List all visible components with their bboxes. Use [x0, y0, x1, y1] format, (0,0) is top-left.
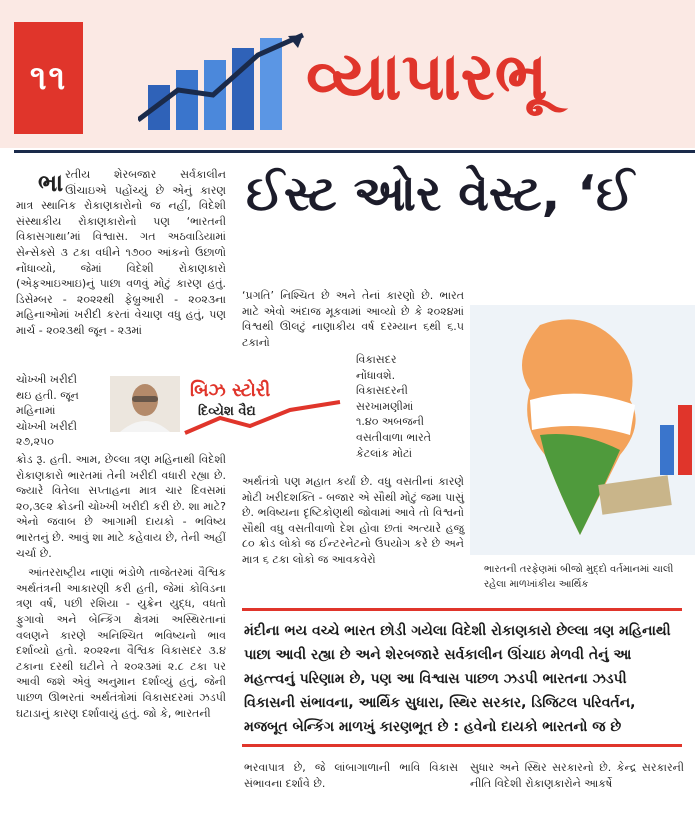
- col2-bottom: અર્થતંત્રો પણ મહાત કર્યાં છે. વધુ વસતીનાં કારણે મોટી ખરીદશક્તિ - બજાર એ સૌથી મોટું જમા પાસું છે. ભવિષ્યના દૃષ્ટિકોણથી જોવામાં આવે તો વિશ્વનો સૌથી વધુ વસતીવાળો દેશ હોવા છતાં અત્યારે હજુ ૮૦ ક્રોડ લોકો જ ઈન્ટરનેટનો ઉપયોગ કરે છે અને માત્ર ૬ ટકા લોકો જ આવકવેરો: [242, 475, 464, 566]
- author-photo: [110, 376, 180, 432]
- narrow-line: ૧.૪૦ અબજની: [356, 415, 425, 429]
- footer-strip: [0, 812, 695, 827]
- section-masthead: વ્યાપારભૂ: [306, 38, 548, 115]
- quote-rule-bottom: [242, 744, 682, 747]
- col3-end: સુધાર અને સ્થિર સરકારનો છે. કેન્દ્ર સરકારની નીતિ વિદેશી રોકાણકારોને આકર્ષે: [470, 761, 684, 790]
- india-map-graphic-icon: [470, 305, 695, 555]
- narrow-line: કેટલાંક મોટાં: [356, 446, 413, 460]
- headline: ઈસ્ટ ઓર વેસ્ટ, ‘ઈ: [246, 165, 634, 222]
- col1-body: [16, 452, 226, 721]
- narrow-line: ચોખ્ખી ખરીદી: [16, 419, 78, 433]
- header-rule: [14, 150, 695, 153]
- narrow-line: ૨૭,૨૫૦: [16, 435, 54, 449]
- paragraph: ક્રોડ રૂ. હતી. આમ, છેલ્લા ત્રણ મહિનાથી વિદેશી રોકાણકારો ભારતમાં તેની ખરીદી વધારી રહ્યા છે. જ્યારે વિતેલા સપ્તાહના માત્ર ચાર દિવસમાં ૨૦,૩૯૨ ક્રોડની ચોખ્ખી ખરીદી કરી છે. શા માટે? એનો જવાબ છે આગામી દાયકો - ભવિષ્ય ભારતનું છે. આવું શા માટે કહેવાય છે, તેની અહીં ચર્ચા છે.: [16, 453, 226, 560]
- col2-end: ભરવાપાત્ર છે, જે લાંબાગાળાની ભાવિ વિકાસ સંભાવના દર્શાવે છે.: [244, 761, 458, 790]
- narrow-line: વિકાસદરની: [356, 384, 408, 398]
- narrow-line: ચોખ્ખી ખરીદી: [16, 373, 78, 386]
- narrow-line: સરખામણીમાં: [356, 399, 414, 413]
- narrow-line: વસતીવાળા ભારતે: [356, 430, 431, 444]
- paragraph: આંતરરાષ્ટ્રીય નાણાં ભંડોળે તાજેતરમાં વૈશ્વિક અર્થતંત્રની આકારણી કરી હતી, જેમાં કોવિડના ત્રણ વર્ષ, પછી રશિયા - યુક્રેન યુદ્ધ, વધતો ફુગાવો અને બેન્કિંગ ક્ષેત્રમાં અસ્થિરતાનાં વલણને કારણે અનિશ્ચિત ભવિષ્યનો ભાવ દર્શાવ્યો હતો. ૨૦૨૨ના વૈશ્વિક વિકાસદર ૩.૪ ટકાના દરથી ઘટીને તે ૨૦૨૩માં ૨.૮ ટકા પર આવી જશે એવું અનુમાન દર્શાવ્યું હતું, જેની પાછળ ઊભરતાં અર્થતંત્રોમાં વિકાસદરમાં ઝડપી ઘટાડાનું કારણ દર્શાવાયું હતું. જો કે, ભારતની: [16, 566, 226, 720]
- author-name: દિવ્યેશ વૈદ્ય: [198, 404, 256, 419]
- page-number: ૧૧: [14, 22, 83, 134]
- col2-narrow: [356, 352, 464, 461]
- col1-intro: [16, 167, 226, 339]
- bar-chart-graphic-icon: [138, 30, 308, 140]
- image-caption: ભારતની તરફેણમાં બીજો મુદ્દો વર્તમાનમાં ચાલી રહેલા માળખાંકીય આર્થિક: [484, 564, 674, 590]
- pull-quote: મંદીના ભય વચ્ચે ભારત છોડી ગયેલા વિદેશી રોકાણકારો છેલ્લા ત્રણ મહિનાથી પાછા આવી રહ્યા છે અને શેરબજારે સર્વકાલીન ઊંચાઇ મેળવી તેનું આ મહત્ત્વનું પરિણામ છે, પણ આ વિશ્વાસ પાછળ ઝડપી ભારતના ઝડપી વિકાસની સંભાવના, આર્થિક સુધારા, સ્થિર સરકાર, ડિજિટલ પરિવર્તન, મજબૂત બેન્કિંગ માળખું કારણભૂત છે : હવેનો દાયકો ભારતનો જ છે: [244, 623, 671, 735]
- quote-rule-top: [242, 608, 682, 611]
- column-name: બિઝ સ્ટોરી: [190, 380, 271, 401]
- dropcap: ભા: [38, 169, 64, 197]
- narrow-line: થઇ હતી. જૂન: [16, 388, 79, 402]
- col1-intro-text: રતીય શેરબજાર સર્વકાલીન ઊંચાઇએ પહોંચ્યું છે એનું કારણ માત્ર સ્થાનિક રોકાણકારોનો જ નહીં, વિદેશી સંસ્થાકીય રોકાણકારોનો પણ ‘ભારતની વિકાસગાથા’માં વિશ્વાસ. ગત અઠવાડિયામાં સેન્સેક્સે ૩ ટકા વધીને ૧૭૦૦ આંકનો ઉછાળો નોંધાવ્યો, જેમાં વિદેશી રોકાણકારો (એફઆઇઆઇ)નું પાછા વળવું મોટું કારણ હતું. ડિસેમ્બર - ૨૦૨૨થી ફેબ્રુઆરી - ૨૦૨૩ના મહિનાઓમાં ખરીદી કરતાં વેચાણ વધુ હતું, પણ માર્ચ - ૨૦૨૩થી જૂન - ૨૩માં: [16, 168, 226, 337]
- narrow-line: નોંધાવશે.: [356, 368, 396, 382]
- col1-narrow: [16, 372, 106, 450]
- narrow-line: વિકાસદર: [356, 353, 397, 366]
- narrow-line: મહિનામાં: [16, 404, 56, 418]
- col2-top: ‘પ્રગતિ’ નિશ્ચિત છે અને તેનાં કારણો છે. ભારત માટે એવો અંદાજ મૂકવામાં આવ્યો છે કે ૨૦૨૪માં વિશ્વથી ઊલટું નાણાકીય વર્ષ દરમ્યાન ૬થી ૬.૫ ટકાનો: [242, 289, 464, 349]
